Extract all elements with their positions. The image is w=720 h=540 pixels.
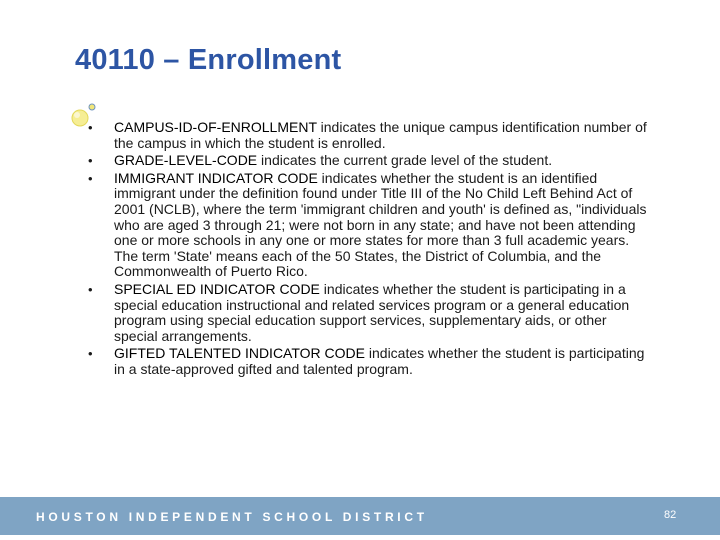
footer-bar bbox=[0, 497, 720, 535]
field-term: IMMIGRANT INDICATOR CODE bbox=[114, 169, 318, 186]
bullet-special-ed bbox=[88, 282, 648, 344]
field-term: GIFTED TALENTED INDICATOR CODE bbox=[114, 345, 365, 362]
bullet-marker: • bbox=[88, 153, 93, 169]
slide-title: 40110 – Enrollment bbox=[75, 44, 342, 76]
bullet-list bbox=[88, 120, 648, 380]
field-description: indicates whether the student is participating in a state-approved gifted and talented program. bbox=[114, 345, 645, 377]
field-description: indicates the unique campus identification number of the campus in which the student is enrolled. bbox=[114, 119, 647, 151]
bullet-marker: • bbox=[88, 281, 93, 297]
field-term: CAMPUS-ID-OF-ENROLLMENT bbox=[114, 119, 317, 135]
field-description: indicates the current grade level of the student. bbox=[257, 152, 553, 169]
field-description: indicates whether the student is participating in a special education instructional and related services program or a general education program using special education support services, supplementary aids, or other special arrangements. bbox=[114, 280, 630, 344]
bullet-marker: • bbox=[88, 346, 93, 362]
bullet-gifted-talented bbox=[88, 346, 648, 377]
bullet-immigrant bbox=[88, 171, 648, 280]
field-description: indicates whether the student is an identified immigrant under the definition found under Title III of the No Child Left Behind Act of 2001 (NCLB), where the term 'immigrant children and youth' is defined as, "individuals who are aged 3 through 21; were not born in any state; and have not been attending one or more schools in any one or more states for more than 3 full academic years. The term 'State' means each of the 50 States, the District of Columbia, and the Commonwealth of Puerto Rico. bbox=[114, 169, 647, 280]
field-term: SPECIAL ED INDICATOR CODE bbox=[114, 280, 320, 297]
bullet-campus-id bbox=[88, 120, 648, 151]
bullet-marker: • bbox=[88, 120, 93, 135]
bullet-grade-level bbox=[88, 153, 648, 169]
organization-name: HOUSTON INDEPENDENT SCHOOL DISTRICT bbox=[36, 510, 428, 524]
field-term: GRADE-LEVEL-CODE bbox=[114, 152, 258, 169]
page-number: 82 bbox=[664, 509, 677, 521]
bullet-marker: • bbox=[88, 170, 93, 186]
